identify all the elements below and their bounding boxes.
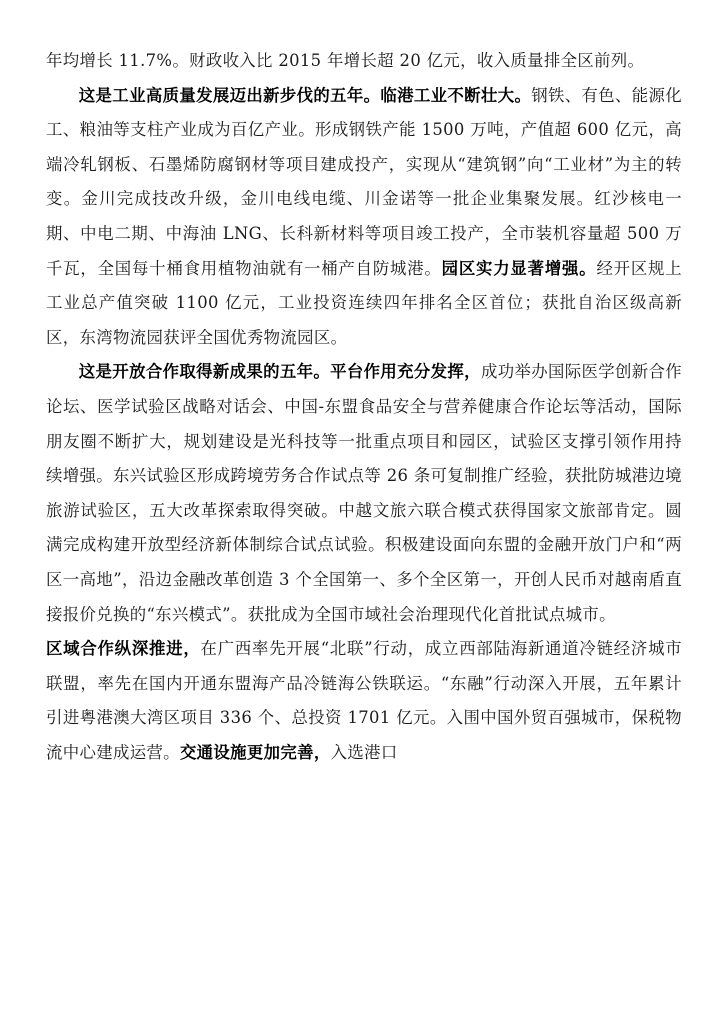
- paragraph-text: 入选港口: [330, 742, 398, 762]
- paragraph-fiscal-revenue: [46, 44, 682, 79]
- document-page: [46, 44, 682, 770]
- paragraph-regional-cooperation: [46, 632, 682, 770]
- bold-heading-opening: 这是开放合作取得新成果的五年。平台作用充分发挥，: [78, 362, 481, 382]
- paragraph-text: 经开区规上工业总产值突破 1100 亿元，工业投资连续四年排名全区首位；获批自治区级高新区，东湾物流园获评全国优秀物流园区。: [46, 258, 682, 347]
- paragraph-opening-cooperation: [46, 355, 682, 632]
- bold-heading-industry: 这是工业高质量发展迈出新步伐的五年。临港工业不断壮大。: [78, 85, 532, 105]
- bold-heading-regional: 区域合作纵深推进，: [46, 639, 201, 659]
- paragraph-text: 钢铁、有色、能源化工、粮油等支柱产业成为百亿产业。形成钢铁产能 1500 万吨，产值超 600 亿元，高端冷轧钢板、石墨烯防腐钢材等项目建成投产，实现从“建筑钢”向“工业材”为主的转变。金川完成技改升级，金川电线电缆、川金诺等一批企业集聚发展。红沙核电一期、中电二期、中海油 LNG、长科新材料等项目竣工投产，全市装机容量超 500 万千瓦，全国每十桶食用植物油就有一桶产自防城港。: [46, 85, 682, 278]
- paragraph-text: 年均增长 11.7%。财政收入比 2015 年增长超 20 亿元，收入质量排全区前列。: [46, 51, 645, 70]
- bold-heading-transport: 交通设施更加完善，: [179, 742, 331, 762]
- paragraph-text: 成功举办国际医学创新合作论坛、医学试验区战略对话会、中国-东盟食品安全与营养健康合作论坛等活动，国际朋友圈不断扩大，规划建设是光科技等一批重点项目和园区，试验区支撑引领作用持续增强。东兴试验区形成跨境劳务合作试点等 26 条可复制推广经验，获批防城港边境旅游试验区，五大改革探索取得突破。中越文旅六联合模式获得国家文旅部肯定。圆满完成构建开放型经济新体制综合试点试验。积极建设面向东盟的金融开放门户和“两区一高地”，沿边金融改革创造 3 个全国第一、多个全区第一，开创人民币对越南盾直接报价兑换的“东兴模式”。获批成为全国市域社会治理现代化首批试点城市。: [46, 362, 682, 624]
- paragraph-text: 在广西率先开展“北联”行动，成立西部陆海新通道冷链经济城市联盟，率先在国内开通东盟海产品冷链海公铁联运。“东融”行动深入开展，五年累计引进粤港澳大湾区项目 336 个、总投资 1701 亿元。入围中国外贸百强城市，保税物流中心建成运营。: [46, 639, 682, 762]
- bold-heading-parks: 园区实力显著增强。: [441, 258, 597, 278]
- paragraph-industry: [46, 79, 682, 356]
